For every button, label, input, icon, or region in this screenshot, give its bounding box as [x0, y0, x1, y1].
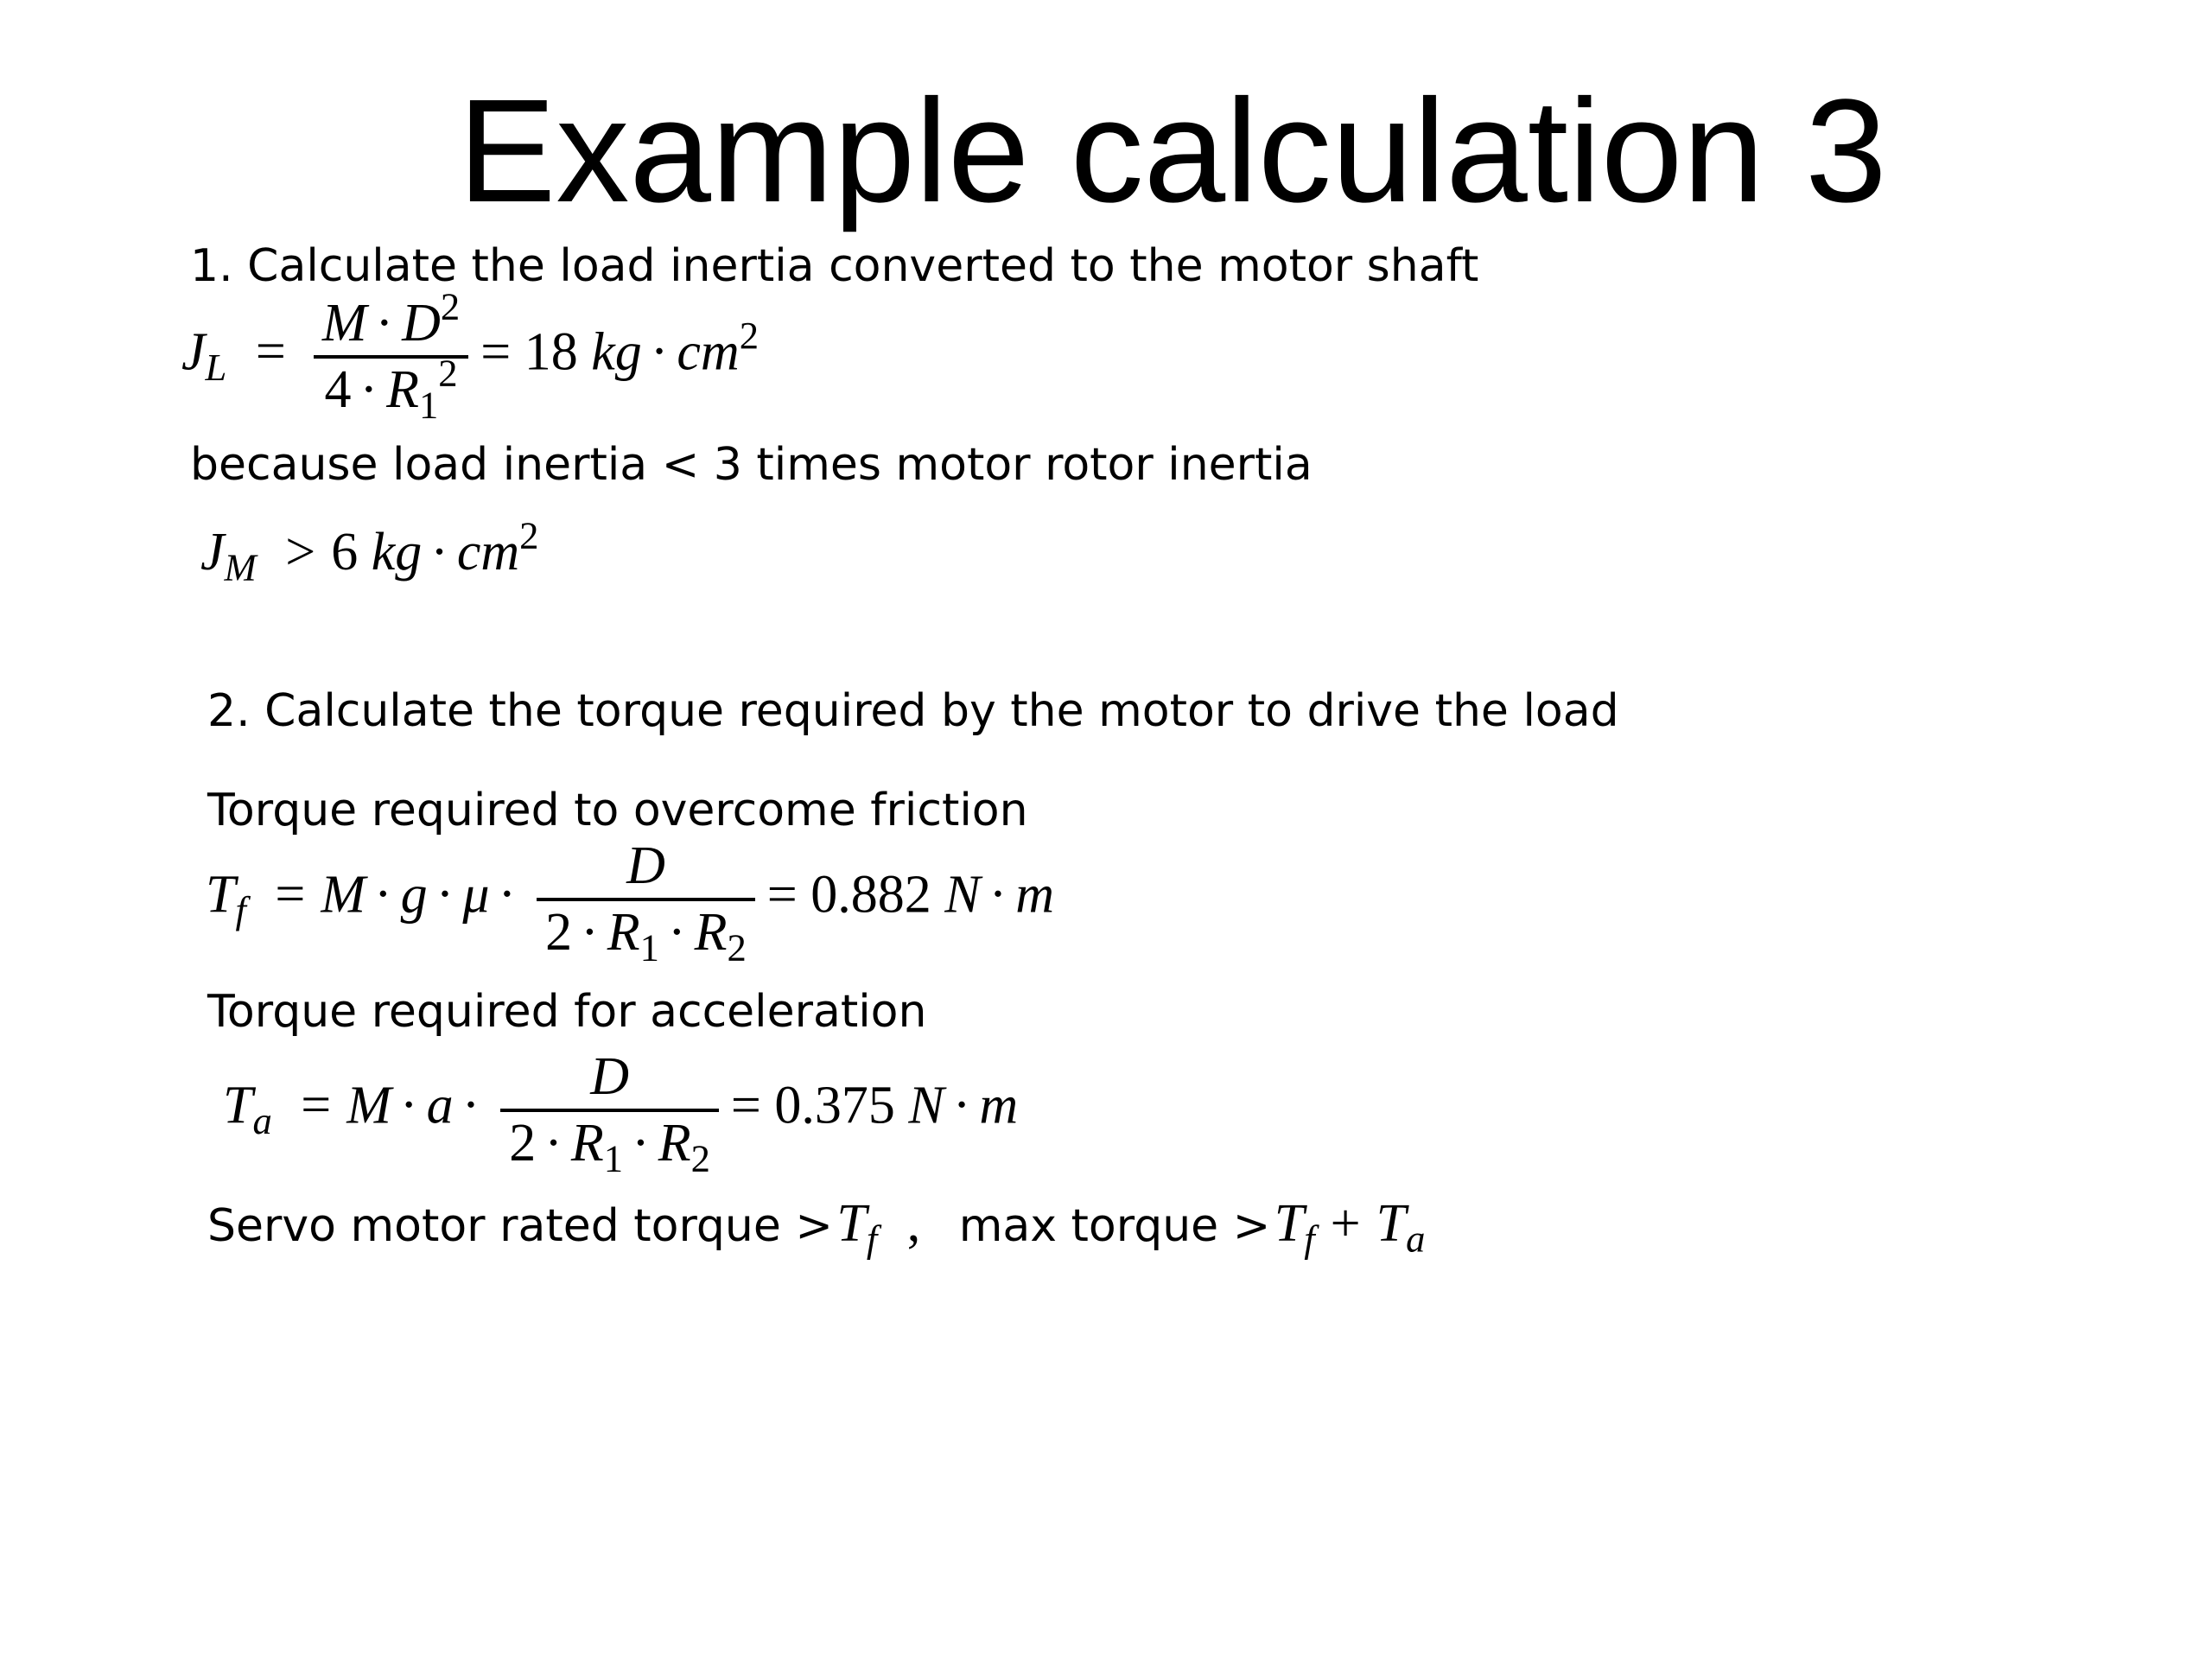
fraction — [314, 284, 468, 427]
formula-symbol: T — [836, 1194, 867, 1253]
step2-heading: 2. Calculate the torque required by the motor to drive the load — [207, 685, 1619, 737]
formula-subscript: f — [1304, 1217, 1315, 1261]
torque-sum — [1274, 1194, 1426, 1261]
friction-torque-formula: $T_f = M \cdot g \cdot \mu$ · $\frac{D}{2 \cdot R_1 \cdot R_2}$ = 0.882 N · m — [206, 836, 1055, 969]
plus-sign: + — [1330, 1194, 1361, 1253]
slide-title: Example calculation 3 — [458, 69, 1887, 233]
symbol-radius: R — [570, 1114, 604, 1173]
unit-newton: N — [944, 865, 981, 925]
motor-inertia-formula: $J_M > 6$ kg · $cm^2$ — [200, 513, 539, 589]
symbol-gravity: g — [400, 865, 428, 925]
result-value: = 0.375 — [730, 1076, 895, 1135]
symbol-mass: M — [321, 865, 366, 925]
symbol-mass: M — [321, 294, 367, 353]
unit-exponent: 2 — [519, 513, 539, 557]
symbol-diameter: D — [590, 1047, 629, 1106]
constant: 2 — [545, 903, 573, 963]
equals-sign: = — [275, 865, 306, 925]
subscript: 1 — [418, 383, 439, 427]
symbol-radius: R — [694, 903, 728, 963]
unit-kg: kg — [591, 322, 642, 382]
fraction-numerator: $M \cdot D^2$ — [314, 292, 468, 359]
symbol-radius: R — [386, 360, 419, 420]
unit-cm: cm — [677, 322, 740, 382]
formula-symbol: T — [1274, 1194, 1305, 1253]
subscript: 2 — [727, 925, 747, 969]
fraction-numerator — [537, 835, 755, 901]
subscript: 1 — [639, 925, 659, 969]
result-value: = 18 — [480, 322, 578, 382]
unit-meter: m — [979, 1076, 1019, 1135]
unit-meter: m — [1015, 865, 1055, 925]
accel-label: Torque required for acceleration — [207, 986, 927, 1038]
subscript: 1 — [603, 1136, 624, 1180]
symbol-diameter: D — [626, 836, 665, 895]
formula-subscript: L — [205, 345, 227, 389]
subscript: 2 — [690, 1136, 710, 1180]
symbol-mass: M — [346, 1076, 391, 1135]
servo-rated-text: Servo motor rated torque > — [207, 1200, 833, 1252]
servo-max-text: max torque > — [958, 1200, 1271, 1252]
formula-symbol: T — [1376, 1194, 1407, 1253]
value: 6 — [331, 523, 359, 582]
formula-subscript: a — [252, 1098, 272, 1142]
formula-symbol: T — [206, 865, 236, 925]
accel-torque-formula: $T_a = M \cdot a$ · $\frac{D}{2 \cdot R_1 \cdot R_2}$ = 0.375 N · m — [223, 1047, 1019, 1180]
step1-heading: 1. Calculate the load inertia converted to the motor shaft — [190, 240, 1479, 292]
formula-subscript: f — [866, 1217, 878, 1261]
unit-exponent: 2 — [739, 313, 759, 357]
fraction — [500, 1046, 719, 1180]
greater-than-sign: > — [285, 523, 316, 582]
constant: 2 — [509, 1114, 537, 1173]
symbol-radius: R — [658, 1114, 691, 1173]
fraction-denominator: $2 \cdot R_1 \cdot R_2$ — [545, 903, 747, 969]
step1-note: because load inertia < 3 times motor rotor inertia — [190, 439, 1313, 491]
unit-kg: kg — [371, 523, 423, 582]
exponent: 2 — [440, 284, 461, 328]
fraction-denominator: $2 \cdot R_1 \cdot R_2$ — [509, 1114, 710, 1180]
load-inertia-formula: $J_L$ = $\frac{M \cdot D^2}{4 \cdot R_1^2}$ = 18 kg · $cm^2$ — [181, 284, 759, 427]
equals-sign: = — [255, 322, 286, 382]
fraction-denominator: $4 \cdot R_1^2$ — [324, 351, 458, 427]
formula-subscript: M — [224, 545, 257, 589]
formula-symbol: J — [200, 523, 225, 582]
symbol-acceleration: a — [426, 1076, 454, 1135]
formula-symbol: T — [223, 1076, 253, 1135]
constant: 4 — [324, 360, 352, 420]
formula-subscript: a — [1406, 1217, 1426, 1261]
friction-label: Torque required to overcome friction — [207, 785, 1028, 836]
torque-friction-symbol — [836, 1194, 878, 1261]
result-value: = 0.882 — [766, 865, 931, 925]
exponent: 2 — [438, 351, 458, 395]
equals-sign: = — [301, 1076, 332, 1135]
fraction — [537, 835, 755, 969]
symbol-mu: μ — [462, 865, 490, 925]
formula-symbol: J — [181, 322, 206, 382]
symbol-radius: R — [607, 903, 640, 963]
fraction-numerator — [500, 1046, 719, 1112]
symbol-diameter: D — [402, 294, 441, 353]
unit-newton: N — [908, 1076, 944, 1135]
formula-subscript: f — [235, 887, 246, 931]
unit-cm: cm — [456, 523, 520, 582]
separator-comma: , — [906, 1194, 921, 1253]
servo-requirement-line — [207, 1194, 1426, 1261]
